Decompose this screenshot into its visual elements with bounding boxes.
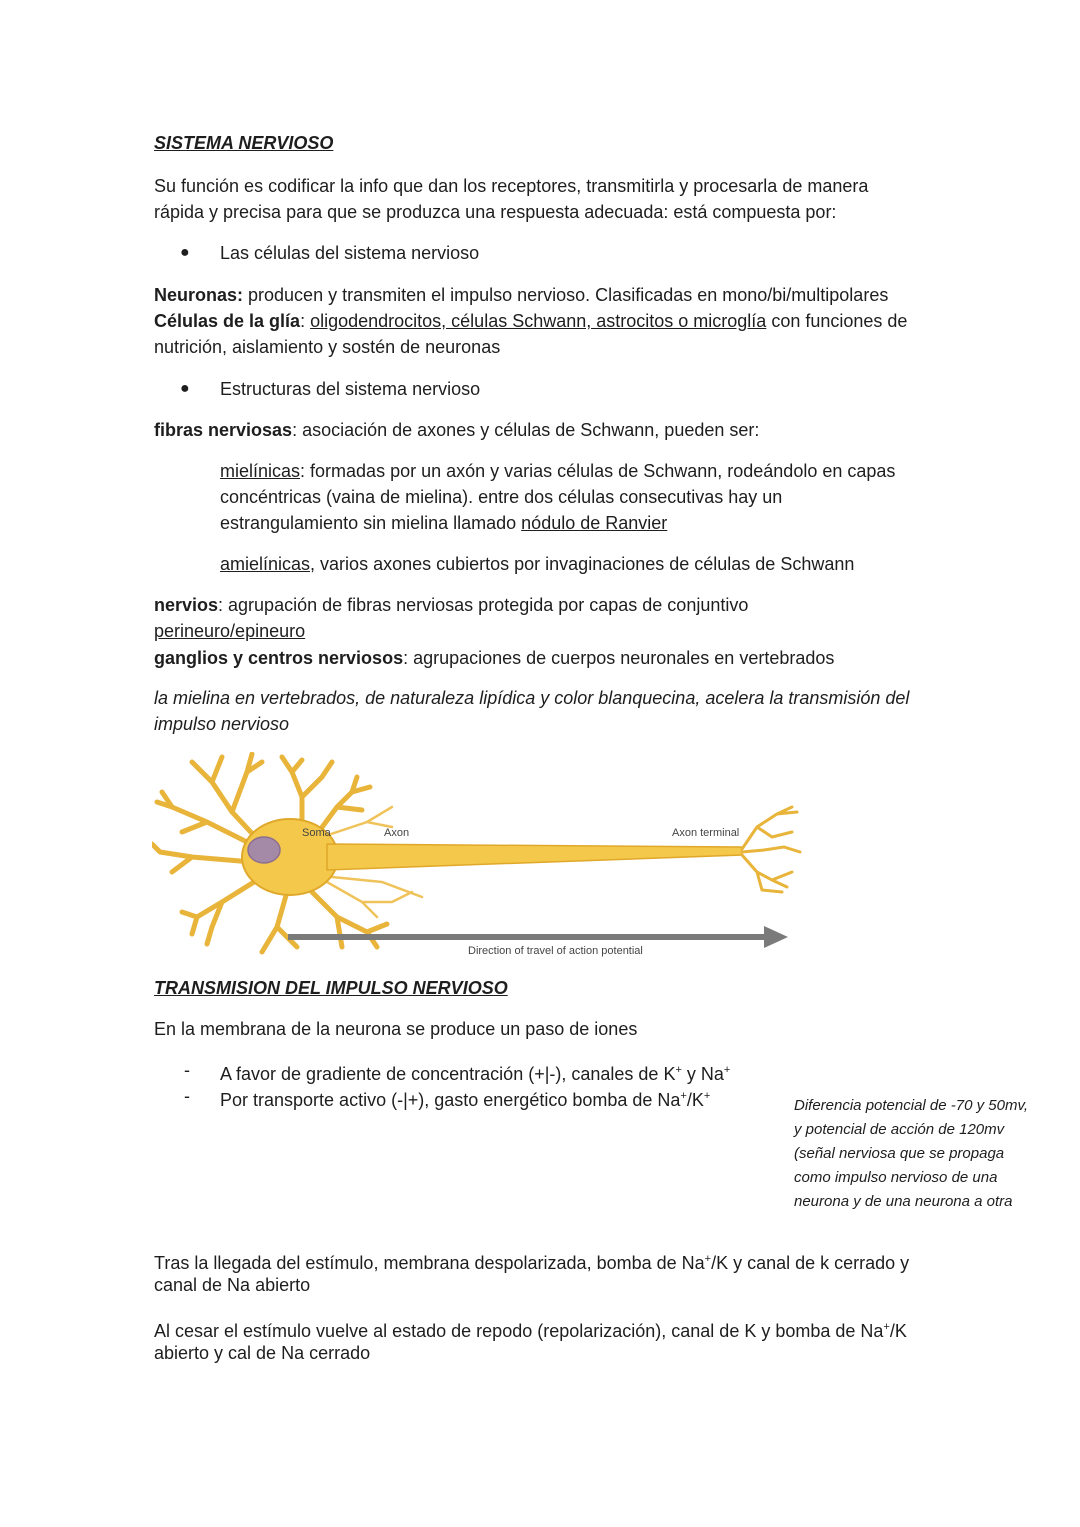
bullet-icon: ●: [180, 244, 190, 261]
side-note-line-1: Diferencia potencial de -70 y 50mv,: [794, 1097, 1029, 1114]
amielinicas-line: [220, 551, 854, 577]
glia-types: oligodendrocitos, células Schwann, astrocitos o microglía: [310, 311, 767, 331]
mielinicas-text-1: : formadas por un axón y varias células de Schwann, rodeándolo en capas: [300, 461, 896, 481]
intro-line-2: rápida y precisa para que se produzca una respuesta adecuada: está compuesta por:: [154, 202, 837, 222]
axon-label: Axon: [384, 827, 410, 839]
para1-sup: +: [704, 1253, 712, 1265]
para2-sup: +: [883, 1321, 890, 1333]
side-note: [794, 1094, 1064, 1214]
section-title-sistema-nervioso: SISTEMA NERVIOSO: [154, 133, 334, 153]
mielina-note-1: la mielina en vertebrados, de naturaleza lipídica y color blanquecina, acelera la transmisión del: [154, 688, 910, 708]
item1-text-a: A favor de gradiente de concentración (+|-), canales de K: [220, 1064, 676, 1084]
item2-sup-1: +: [680, 1090, 687, 1102]
direction-arrow-shaft: [288, 934, 766, 940]
neuronas-label: Neuronas:: [154, 285, 244, 305]
perineuro-epineuro: perineuro/epineuro: [154, 621, 306, 641]
item1-sup-2: +: [723, 1064, 731, 1076]
nervios-text: : agrupación de fibras nerviosas protegida por capas de conjuntivo: [218, 595, 749, 615]
direction-label: Direction of travel of action potential: [468, 945, 643, 957]
transmision-intro: En la membrana de la neurona se produce un paso de iones: [154, 1019, 638, 1039]
neuron-diagram: [152, 752, 804, 962]
neuronas-text: producen y transmiten el impulso nervioso. Clasificadas en mono/bi/multipolares: [243, 285, 889, 305]
side-note-line-3: (señal nerviosa que se propaga: [794, 1145, 1005, 1162]
side-note-line-4: como impulso nervioso de una: [794, 1169, 998, 1186]
mielinicas-line-2: concéntricas (vaina de mielina). entre dos células consecutivas hay un: [220, 487, 783, 507]
side-note-line-5: neurona y de una neurona a otra: [794, 1193, 1013, 1210]
glia-line: [154, 308, 907, 334]
soma-label: Soma: [302, 827, 331, 839]
fibras-text: : asociación de axones y células de Schwann, pueden ser:: [292, 420, 760, 440]
bullet-text: Las células del sistema nervioso: [220, 243, 480, 263]
bullet-item-celulas: [180, 240, 480, 266]
side-note-line-2: y potencial de acción de 120mv: [794, 1121, 1005, 1138]
para1-text-b: /K y canal de k cerrado y: [711, 1253, 910, 1273]
glia-colon: :: [300, 311, 311, 331]
mielina-note-2: impulso nervioso: [154, 714, 290, 734]
item2-text-b: /K: [686, 1090, 704, 1110]
glia-rest: con funciones de: [766, 311, 908, 331]
ganglios-line: [154, 645, 834, 671]
ganglios-text: : agrupaciones de cuerpos neuronales en vertebrados: [403, 648, 835, 668]
amielinicas-label: amielínicas,: [220, 554, 316, 574]
item2-sup-2: +: [703, 1090, 711, 1102]
bullet-item-estructuras: [180, 376, 481, 402]
ganglios-label: ganglios y centros nerviosos: [154, 648, 404, 668]
item2-text-a: Por transporte activo (-|+), gasto energético bomba de Na: [220, 1090, 681, 1110]
amielinicas-text: varios axones cubiertos por invaginaciones de células de Schwann: [315, 554, 855, 574]
axon-terminal-label: Axon terminal: [672, 827, 740, 839]
dash-icon: -: [184, 1060, 190, 1080]
nervios-line: [154, 592, 748, 618]
fibras-line: [154, 417, 759, 443]
list-item-transporte: [184, 1083, 711, 1113]
nervios-label: nervios: [154, 595, 219, 615]
glia-line-2: nutrición, aislamiento y sostén de neuronas: [154, 337, 501, 357]
bullet-text: Estructuras del sistema nervioso: [220, 379, 481, 399]
fibras-label: fibras nerviosas: [154, 420, 293, 440]
mielinicas-label: mielínicas: [220, 461, 301, 481]
para2-text-a: Al cesar el estímulo vuelve al estado de repodo (repolarización), canal de K y bomba de Na: [154, 1321, 884, 1341]
bullet-icon: ●: [180, 380, 190, 397]
nervios-line-2: [154, 618, 305, 644]
neuronas-line: [154, 282, 888, 308]
nucleus: [248, 837, 280, 863]
item1-sup-1: +: [675, 1064, 682, 1076]
mielinicas-line-3: [220, 510, 667, 536]
para1-text-a: Tras la llegada del estímulo, membrana despolarizada, bomba de Na: [154, 1253, 705, 1273]
para2-line-2: abierto y cal de Na cerrado: [154, 1343, 371, 1363]
item1-text-b: y Na: [681, 1064, 724, 1084]
nodulo-ranvier: nódulo de Ranvier: [521, 513, 668, 533]
mielinicas-text-3: estrangulamiento sin mielina llamado: [220, 513, 522, 533]
para1-line-2: canal de Na abierto: [154, 1275, 311, 1295]
para2-text-b: /K: [889, 1321, 907, 1341]
section-title-transmision: TRANSMISION DEL IMPULSO NERVIOSO: [154, 978, 508, 998]
dash-icon: -: [184, 1086, 190, 1106]
glia-label: Células de la glía: [154, 311, 301, 331]
mielinicas-line-1: [220, 458, 895, 484]
intro-line-1: Su función es codificar la info que dan los receptores, transmitirla y procesarla de manera: [154, 176, 869, 196]
